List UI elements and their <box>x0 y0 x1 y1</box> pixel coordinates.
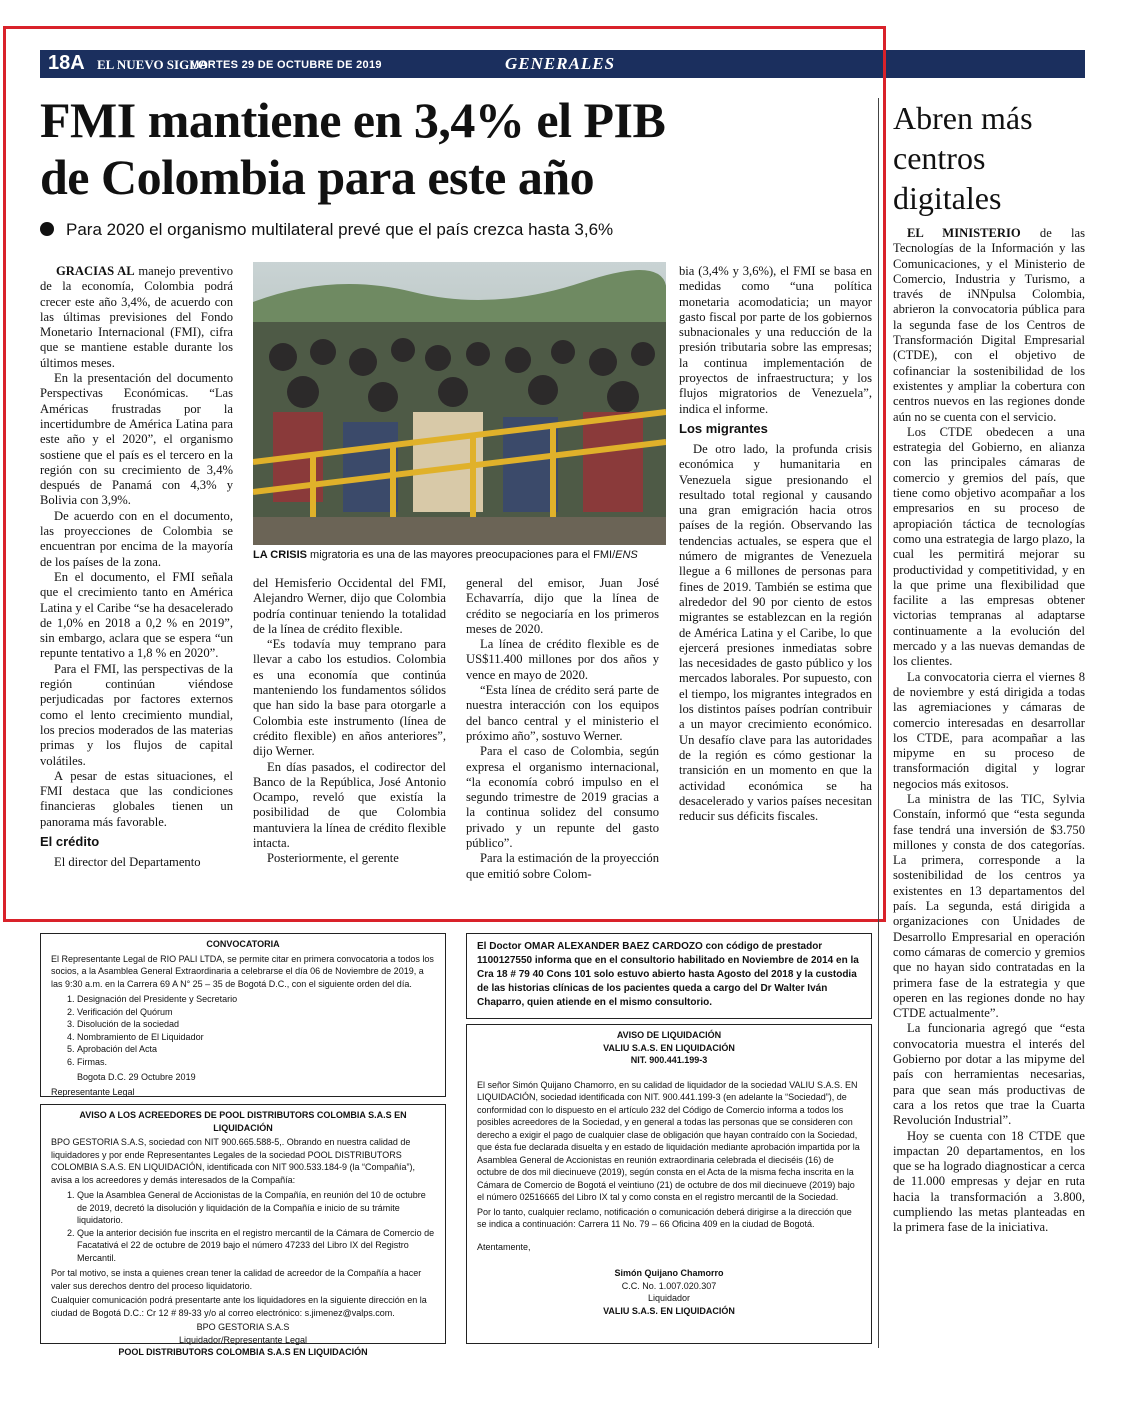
notice-text: Atentamente, <box>477 1241 531 1252</box>
paragraph: La funcionaria agregó que “esta convocatoria muestra el interés del Gobierno por dotar a las mipyme del país con herramientas necesarias, para que sean más productivas de cara a los retos que trae la Cuarta Revolución Industrial”. <box>893 1021 1085 1128</box>
paragraph: Hoy se cuenta con 18 CTDE que impactan 20 departamentos, en los que se ha logrado diagnosticar a cerca de 11.000 empresas y dejar en ruta hacia la transformación a 3.800, cumpliendo las metas planteadas en la primera fase de la iniciativa. <box>893 1128 1085 1235</box>
paragraph: La línea de crédito flexible es de US$11.400 millones por dos años y vence en mayo de 2020. <box>466 637 659 682</box>
paragraph: de las Tecnologías de la Información y las Comunicaciones, y el Ministerio de Comercio, Industria y Turismo, a través de iNNpulsa Colombia, abrieron la convocatoria pública para la segunda fase de los Centros de Transformación Digital Empresarial (CTDE), con el objetivo de cofinanciar la sostenibilidad de los existentes y ampliar la cobertura con centros nuevos en las regiones donde aún no se cuenta con el servicio. <box>893 226 1085 424</box>
newspaper-name: EL NUEVO SIGLO <box>97 57 208 72</box>
paragraph: manejo preventivo de la economía, Colombia podrá crecer este año 3,4%, de acuerdo con las últimas previsiones del Fondo Monetario Internacional (FMI), cifra que se mantiene estable durante los últimos meses. <box>40 264 233 370</box>
signature-line: POOL DISTRIBUTORS COLOMBIA S.A.S EN LIQUIDACIÓN <box>118 1347 368 1357</box>
signature-line: Liquidador <box>647 1293 691 1303</box>
notice-text: BPO GESTORIA S.A.S, sociedad con NIT 900.665.588-5,. Obrando en nuestra calidad de liquidadores y por ende Representantes Legales de la sociedad POOL DISTRIBUTORS COLOMBIA S.A.S. EN LIQUIDACIÓN, identificada con NIT 900.533.184-9 (la “Compañía”), avisa a los acreedores y demás interesados de la Compañía: <box>51 1137 415 1185</box>
list-item: 3. Disolución de la sociedad <box>77 1018 435 1031</box>
list-item: 2. Verificación del Quórum <box>77 1006 435 1019</box>
paragraph: “Esta línea de crédito será parte de nuestra interacción con los equipos del banco central y el ministerio el próximo año”, sostuvo Werner. <box>466 683 659 743</box>
list-item: 5. Aprobación del Acta <box>77 1043 435 1056</box>
signature-line: Simón Quijano Chamorro <box>614 1268 724 1278</box>
list-item: 2. Que la anterior decisión fue inscrita en el registro mercantil de la Cámara de Comercio de Facatativá el 22 de octubre de 2019 bajo el número 47233 del Libro IX del Registro Mercantil. <box>77 1227 435 1265</box>
article-column-2 <box>253 576 446 867</box>
article-column-1 <box>40 264 233 870</box>
notice-list <box>77 1189 435 1264</box>
column-divider <box>878 98 879 1348</box>
issue-date: MARTES 29 DE OCTUBRE DE 2019 <box>190 59 382 71</box>
notice-title: NIT. 900.441.199-3 <box>630 1055 708 1065</box>
headline-line-2: de Colombia para este año <box>40 149 595 205</box>
paragraph: “Es todavía muy temprano para llevar a cabo los estudios. Colombia es una economía que continúa manteniendo los fundamentos sólidos que han sido la base para otorgarle a Colombia este instrumento (línea de crédito flexible) en años anteriores”, dijo Werner. <box>253 637 446 759</box>
list-item: 4. Nombramiento de El Liquidador <box>77 1031 435 1044</box>
section-name: GENERALES <box>505 54 616 73</box>
caption-lead: LA CRISIS <box>253 549 307 561</box>
paragraph: del Hemisferio Occidental del FMI, Alejandro Werner, dijo que Colombia podría continuar teniendo la totalidad de la línea de crédito flexible. <box>253 576 446 636</box>
sidebar-article <box>893 226 1085 1236</box>
list-item: 6. Firmas. <box>77 1056 435 1069</box>
paragraph: Posteriormente, el gerente <box>267 851 399 866</box>
caption-credit: ENS <box>615 549 638 561</box>
notice-doctor <box>466 933 872 1019</box>
paragraph: En la presentación del documento Perspectivas Económicas. “Las Américas frustradas por la incertidumbre de América Latina para este año y el 2020”, el organismo sostiene que el país es el tercero en la región con su crecimiento de 3,4% después de Panamá con 4,3% y Bolivia con 3,9%. <box>40 371 233 508</box>
notice-text: Por lo tanto, cualquier reclamo, notificación o comunicación deberá dirigirse a la dirección que se indica a continuación: Carrera 11 No. 79 – 66 Oficina 409 en la ciudad de Bogotá. <box>477 1206 852 1229</box>
notice-convocatoria <box>40 933 446 1097</box>
subhead-text: Para 2020 el organismo multilateral prevé que el país crezca hasta 3,6% <box>66 220 614 239</box>
signature-line: C.C. No. 1.007.020.307 <box>621 1280 717 1291</box>
headline-line-1: FMI mantiene en 3,4% el PIB <box>40 92 666 148</box>
notice-title: AVISO A LOS ACREEDORES DE POOL DISTRIBUTORS COLOMBIA S.A.S EN LIQUIDACIÓN <box>79 1110 407 1133</box>
notice-date: Bogota D.C. 29 Octubre 2019 <box>77 1072 196 1082</box>
signature-line: BPO GESTORIA S.A.S <box>196 1322 290 1332</box>
paragraph: bia (3,4% y 3,6%), el FMI se basa en medidas como “una política monetaria acomodaticia; un mayor gasto fiscal por parte de los gobiernos subnacionales y una reducción de la presión tributaria sobre las empresas; la continua implementación de proyectos de infraestructura; y los flujos migratorios de Venezuela”, indica el informe. <box>679 264 872 416</box>
bullet-icon <box>40 222 54 236</box>
section-subhead: Los migrantes <box>679 420 768 436</box>
notice-signature <box>51 1321 435 1359</box>
caption-text: migratoria es una de las mayores preocupaciones para el FMI/ <box>307 549 616 561</box>
signature-line: VALIU S.A.S. EN LIQUIDACIÓN <box>603 1305 735 1316</box>
notice-signature <box>477 1267 861 1317</box>
paragraph: De otro lado, la profunda crisis económica y humanitaria en Venezuela sigue presionando el resultado total regional y causando una gran emigración hacia otros países de la región. Observando las tendencias actuales, se espera que el número de migrantes de Venezuela llegue a 6 millones de personas para fines de 2019. También se estima que alrededor del 90 por ciento de estos migrantes se establezcan en la región de América Latina y el Caribe, lo que ejercerá presiones inmediatas sobre las necesidades de gasto público y los mercados laborales. Por supuesto, con el tiempo, los migrantes integrados en los distintos países podrían contribuir a un mayor crecimiento económico. Un desafío clave para las autoridades de la región es cómo gestionar la transición en un momento en que la actividad económica se ha desacelerado y varios países necesitan reducir sus déficits fiscales. <box>679 441 872 824</box>
page-number: 18A <box>48 52 85 74</box>
article-column-4 <box>679 264 872 824</box>
article-headline <box>40 92 870 206</box>
paragraph: En días pasados, el codirector del Banco de la República, José Antonio Ocampo, reveló que existía la posibilidad de que Colombia mantuviera la línea de crédito flexible intacta. <box>253 759 446 851</box>
photo-caption <box>253 549 666 561</box>
paragraph: El director del Departamento <box>54 854 201 869</box>
lead-in: GRACIAS AL <box>56 264 135 278</box>
notice-title: VALIU S.A.S. EN LIQUIDACIÓN <box>603 1042 735 1053</box>
paragraph: Los CTDE obedecen a una estrategia del Gobierno, en alianza con las principales cámaras de comercio y gremios del país, que tiene como objetivo acompañar a los empresarios en su proceso de apropiación táctica de tecnologías como una estrategia de largo plazo, la cual les permitirá mejorar su productividad y competitividad, y en la que prime una flexibilidad que facilite a las empresas obtener victorias tempranas al adaptarse continuamente a la evolución del mercado y a las nuevas demandas de los clientes. <box>893 424 1085 669</box>
notice-text: Cualquier comunicación podrá presentarte ante los liquidadores en la siguiente dirección en la ciudad de Bogotá D.C.: Cr 12 # 89-33 y/o al correo electrónico: s.jimenez@valps.com. <box>51 1295 427 1318</box>
list-item: 1. Designación del Presidente y Secretario <box>77 993 435 1006</box>
notice-signature: Representante Legal <box>51 1086 135 1097</box>
crowd-illustration <box>253 262 666 545</box>
migrants-photo <box>253 262 666 545</box>
notice-title: AVISO DE LIQUIDACIÓN <box>616 1030 722 1040</box>
article-column-3 <box>466 576 659 882</box>
paragraph: La ministra de las TIC, Sylvia Constaín, informó que “esta segunda fase tendrá una inversión de $3.750 millones y consta de dos categorías. La primera, corresponde a la sostenibilidad de los centros ya existentes en 13 departamentos del país. La segunda, está dirigida a organizaciones con Unidades de Desarrollo Empresarial en operación como cámaras de comercio y gremios que no hayan sido contratadas en la primera fase de la estrategia y que operen en las regiones donde no hay CTDE actualmente”. <box>893 791 1085 1021</box>
paragraph: Para el caso de Colombia, según expresa el organismo internacional, “la economía cobró impulso en el segundo trimestre de 2019 gracias a la continua solidez del consumo privado y un repunte del gasto público”. <box>466 744 659 851</box>
notice-text: El señor Simón Quijano Chamorro, en su calidad de liquidador de la sociedad VALIU S.A.S. EN LIQUIDACIÓN, sociedad identificada con NIT. 900.441.199-3 (en adelante la “Sociedad”), de conformidad con lo dispuesto en el artículo 232 del Código de Comercio informa a todos los posibles acreedores de la Sociedad, y en general a todas las personas que se consideren con derecho a exigir el pago de cualquier clase de obligación que hayan contraído con la Sociedad, que ésta fue declarada disuelta y en estado de liquidación mediante aprobación impartida por la Asamblea General de Accionistas en reunión extraordinaria celebrada el dieciséis (16) de octubre de dos mil diecinueve (2019), según consta en el Acta de la misma fecha inscrita en la Cámara de Comercio de Bogotá el veintiuno (21) de octubre de dos mil diecinueve (2019) bajo el número 02516665 del Libro IX tal y como consta en el registro mercantil de la Sociedad. <box>477 1079 860 1202</box>
notice-text: El Representante Legal de RIO PALI LTDA, se permite citar en primera convocatoria a todos los socios, a la Asamblea General Extraordinaria a celebrarse el día 06 de Noviembre de 2019, a las 9:30 a.m. en la Carrera 69 A N° 25 – 35 de Bogotá D.C., con el siguiente orden del día. <box>51 953 434 989</box>
list-item: 1. Que la Asamblea General de Accionistas de la Compañía, en reunión del 10 de octubre de 2019, decretó la disolución y liquidación de la Compañía e inicio de su trámite liquidatorio. <box>77 1189 435 1227</box>
paragraph: La convocatoria cierra el viernes 8 de noviembre y está dirigida a todas las agremiaciones y cámaras de comercio interesadas en desarrollar los CTDE, para acompañar a las mipyme en su proceso de transformación digital y lograr negocios más exitosos. <box>893 669 1085 791</box>
notice-pool-distributors <box>40 1104 446 1357</box>
paragraph: A pesar de estas situaciones, el FMI destaca que las condiciones financieras globales tienen un panorama más favorable. <box>40 768 233 829</box>
notice-title: CONVOCATORIA <box>206 939 280 949</box>
notice-text: El Doctor OMAR ALEXANDER BAEZ CARDOZO con código de prestador 1100127550 informa que en el consultorio habilitado en Noviembre de 2014 en la Cra 18 # 79 40 Cons 101 solo estuvo abierto hasta Agosto del 2018 y la custodia de las historias clínicas de los pacientes queda a cargo del Dr Walter Iván Chaparro, quien atiende en el mismo consultorio. <box>477 941 859 1008</box>
section-subhead: El crédito <box>40 833 100 849</box>
paragraph: general del emisor, Juan José Echavarría, dijo que la línea de crédito se negociaría en los primeros meses de 2020. <box>466 576 659 636</box>
paragraph: Para el FMI, las perspectivas de la región continúan viéndose perjudicadas por factores externos como el lento crecimiento mundial, los precios moderados de las materias primas y los flujos de capital volátiles. <box>40 661 233 768</box>
article-subhead <box>40 220 613 240</box>
paragraph: En el documento, el FMI señala que el crecimiento tanto en América Latina y el Caribe “se ha desacelerado de 1,0% en 2018 a 0,2 % en 2019”, sin embargo, aclara que se espera “un repunte tentativo a 1,8 % en 2020”. <box>40 569 234 661</box>
agenda-list <box>77 993 435 1068</box>
signature-line: Liquidador/Representante Legal <box>178 1334 308 1345</box>
masthead-bar-right <box>885 50 1085 78</box>
lead-in: EL MINISTERIO <box>907 226 1021 240</box>
paragraph: De acuerdo con en el documento, las proyecciones de Colombia se encuentran por encima de la mayoría de los países de la zona. <box>40 508 233 569</box>
sidebar-title: Abren más centros digitales <box>893 100 1033 216</box>
paragraph: Para la estimación de la proyección que emitió sobre Colom- <box>466 851 659 881</box>
notice-valiu <box>466 1024 872 1344</box>
notice-text: Por tal motivo, se insta a quienes crean tener la calidad de acreedor de la Compañía a hacer valer sus derechos dentro del proceso liquidatorio. <box>51 1268 422 1291</box>
